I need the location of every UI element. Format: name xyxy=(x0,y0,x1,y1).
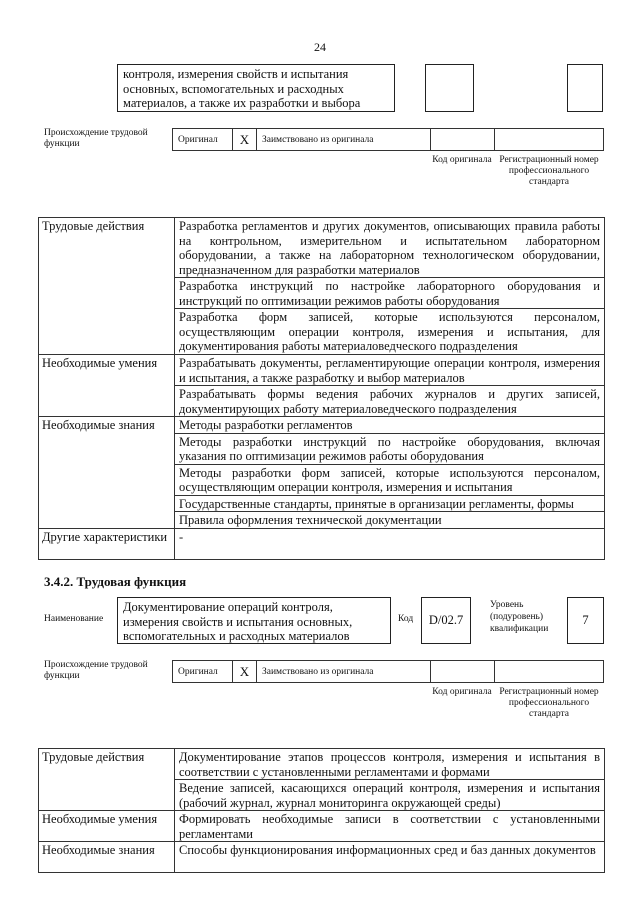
function-code: D/02.7 xyxy=(428,613,464,627)
reg-caption-1: Регистрационный номер профессионального стандарта xyxy=(499,155,599,187)
name-label: Наименование xyxy=(44,614,104,624)
table-row xyxy=(39,842,605,873)
reg-caption-2: Регистрационный номер профессионального стандарта xyxy=(499,687,599,719)
item-cell: Разработка регламентов и других документов, описывающих правила работы на контрольном, измерительном и испытательном лабораторном оборудовании, а также на лабораторном технологическом оборудовании, предназначенном для разработки материалов xyxy=(175,218,605,278)
origin-row-1 xyxy=(172,128,604,151)
level-label: Уровень (подуровень) квалификации xyxy=(490,600,549,634)
table-row xyxy=(39,528,605,559)
item-cell: Разрабатывать документы, регламентирующие операции контроля, измерения и испытания, а также разработку и выбор материалов xyxy=(175,355,605,386)
item-cell: Методы разработки регламентов xyxy=(175,417,605,434)
category-cell: Необходимые умения xyxy=(39,355,175,417)
item-cell: Методы разработки инструкций по настройке оборудования, включая указания по оптимизации режимов работы оборудования xyxy=(175,433,605,464)
table-row xyxy=(39,355,605,386)
top-function-name-box xyxy=(117,64,395,112)
origin-mark-2: X xyxy=(233,661,257,682)
item-cell: Способы функционирования информационных сред и баз данных документов xyxy=(175,842,605,873)
item-cell: - xyxy=(175,528,605,559)
category-cell: Необходимые знания xyxy=(39,842,175,873)
item-cell: Документирование этапов процессов контроля, измерения и испытания в соответствии с установленными регламентами и формами xyxy=(175,749,605,780)
table-row xyxy=(39,218,605,278)
origin-label-2: Происхождение трудовой функции xyxy=(44,660,148,681)
category-cell: Необходимые умения xyxy=(39,811,175,842)
category-cell: Необходимые знания xyxy=(39,417,175,529)
functions-table-1 xyxy=(38,217,605,560)
origin-code-cell-2 xyxy=(431,661,495,682)
category-cell: Трудовые действия xyxy=(39,749,175,811)
qualification-level: 7 xyxy=(582,613,589,627)
origin-reg-cell-1 xyxy=(495,129,603,150)
section-heading: 3.4.2. Трудовая функция xyxy=(44,574,187,589)
item-cell: Правила оформления технической документации xyxy=(175,512,605,529)
item-cell: Методы разработки форм записей, которые используются персоналом, осуществляющим операции контроля, измерения и испытания xyxy=(175,464,605,495)
category-cell: Трудовые действия xyxy=(39,218,175,355)
top-level-box xyxy=(567,64,603,112)
item-cell: Ведение записей, касающихся операций контроля, измерения и испытания (рабочий журнал, журнал мониторинга окружающей среды) xyxy=(175,780,605,811)
item-cell: Разработка инструкций по настройке лабораторного оборудования и инструкций по оптимизации режимов работы оборудования xyxy=(175,278,605,309)
qualification-level-box xyxy=(567,597,604,644)
page-number: 24 xyxy=(314,40,326,54)
item-cell: Формировать необходимые записи в соответствии с установленными регламентами xyxy=(175,811,605,842)
origin-original-2: Оригинал xyxy=(173,661,233,682)
table-row xyxy=(39,417,605,434)
function-name-box xyxy=(117,597,391,644)
function-code-box xyxy=(421,597,471,644)
code-label: Код xyxy=(398,614,414,624)
table-row xyxy=(39,811,605,842)
code-caption-1: Код оригинала xyxy=(432,155,492,165)
item-cell: Разработка форм записей, которые используются персоналом, осуществляющим операции контроля, измерения и испытания, для документирования работы материаловедческого подразделения xyxy=(175,309,605,355)
functions-table-2 xyxy=(38,748,605,873)
item-cell: Разрабатывать формы ведения рабочих журналов и других записей, документирующих работу материаловедческого подразделения xyxy=(175,386,605,417)
item-cell: Государственные стандарты, принятые в организации регламенты, формы xyxy=(175,495,605,512)
category-cell: Другие характеристики xyxy=(39,528,175,559)
top-code-box xyxy=(425,64,474,112)
origin-borrowed-1: Заимствовано из оригинала xyxy=(257,129,431,150)
function-name: Документирование операций контроля, измерения свойств и испытания основных, вспомогательных и расходных материалов xyxy=(123,600,353,643)
table-row xyxy=(39,749,605,780)
code-caption-2: Код оригинала xyxy=(432,687,492,697)
origin-borrowed-2: Заимствовано из оригинала xyxy=(257,661,431,682)
top-function-name: контроля, измерения свойств и испытания основных, вспомогательных и расходных материалов, а также их разработки и выбора xyxy=(123,67,361,110)
origin-code-cell-1 xyxy=(431,129,495,150)
origin-mark-1: X xyxy=(233,129,257,150)
origin-reg-cell-2 xyxy=(495,661,603,682)
origin-original-1: Оригинал xyxy=(173,129,233,150)
origin-label-1: Происхождение трудовой функции xyxy=(44,128,148,149)
origin-row-2 xyxy=(172,660,604,683)
